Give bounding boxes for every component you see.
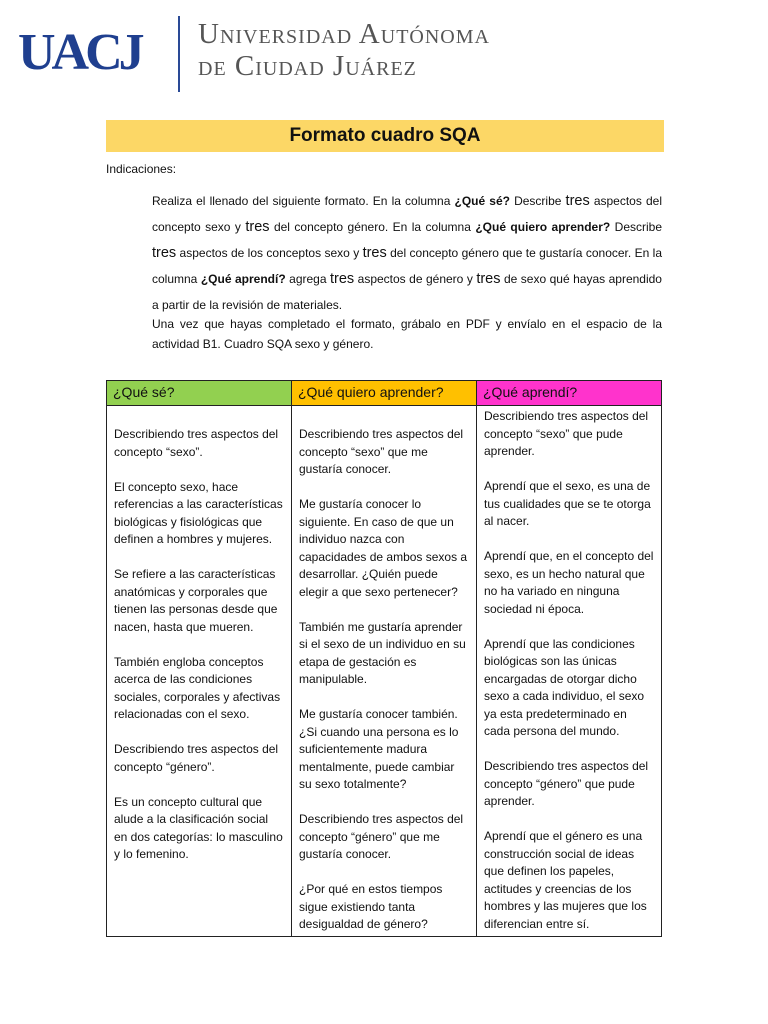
cell-que-aprendi: [477, 406, 662, 937]
que-se-item: Se refiere a las características anatómicas y corporales que tienen las personas desde que nacen, hasta que mueren.: [114, 567, 278, 634]
que-aprendi-item: Aprendí que el sexo, es una de tus cualidades que se te otorga al nacer.: [484, 479, 651, 528]
cell-que-quiero-aprender: [292, 406, 477, 937]
indicaciones-label: Indicaciones:: [106, 162, 177, 176]
que-se-item: El concepto sexo, hace referencias a las características biológicas y fisiológicas que definen a hombres y mujeres.: [114, 479, 283, 546]
header-que-se: ¿Qué sé?: [107, 381, 292, 406]
university-name: [198, 18, 490, 82]
uacj-logo: UACJ: [18, 24, 141, 81]
que-quiero-aprender-item: Describiendo tres aspectos del concepto “género” que me gustaría conocer.: [299, 812, 464, 861]
que-aprendi-item: Aprendí que, en el concepto del sexo, es un hecho natural que no ha variado en ninguna sociedad ni época.: [484, 549, 654, 616]
que-quiero-aprender-item: También me gustaría aprender si el sexo de un individuo en su etapa de gestación es manipulable.: [299, 619, 466, 686]
que-quiero-aprender-item: Me gustaría conocer también. ¿Si cuando una persona es lo suficientemente madura mentalmente, puede cambiar su sexo totalmente?: [299, 707, 459, 791]
que-aprendi-item: Aprendí que el género es una construcción social de ideas que definen los papeles, actitudes y creencias de los hombres y las mujeres que los diferencian entre sí.: [484, 829, 647, 931]
que-se-item: Es un concepto cultural que alude a la clasificación social en dos categorías: lo masculino y lo femenino.: [114, 794, 283, 861]
university-name-line1: Universidad Autónoma: [198, 18, 490, 50]
sqa-header-row: [107, 381, 662, 406]
cell-que-se: [107, 406, 292, 937]
sqa-content-row: [107, 406, 662, 937]
que-se-item: Describiendo tres aspectos del concepto “género”.: [114, 742, 279, 774]
que-aprendi-item: Describiendo tres aspectos del concepto “sexo” que pude aprender.: [484, 409, 649, 458]
que-se-item: Describiendo tres aspectos del concepto “sexo”.: [114, 427, 279, 459]
university-name-line2: de Ciudad Juárez: [198, 50, 417, 82]
que-aprendi-item: Aprendí que las condiciones biológicas son las únicas encargadas de otorgar dicho sexo a cada individuo, el sexo ya esta predeterminado en cada persona del mundo.: [484, 636, 645, 738]
instructions-paragraph-1: Realiza el llenado del siguiente formato. En la columna ¿Qué sé? Describe tres aspectos del concepto sexo y tres del concepto género. En la columna ¿Qué quiero aprender? Describe tres aspectos de los conceptos sexo y tres del concepto género que te gustaría conocer. En la columna ¿Qué aprendí? agrega tres aspectos de género y tres de sexo qué hayas aprendido a partir de la revisión de materiales.: [152, 193, 662, 312]
sqa-table: [106, 380, 662, 937]
que-quiero-aprender-item: ¿Por qué en estos tiempos sigue existiendo tanta desigualdad de género?: [299, 882, 443, 931]
instructions-paragraph-2: Una vez que hayas completado el formato, grábalo en PDF y envíalo en el espacio de la actividad B1. Cuadro SQA sexo y género.: [152, 317, 662, 351]
university-header: [18, 12, 758, 92]
header-que-quiero-aprender: ¿Qué quiero aprender?: [292, 381, 477, 406]
que-quiero-aprender-item: Me gustaría conocer lo siguiente. En caso de que un individuo nazca con capacidades de ambos sexos a desarrollar. ¿Quién puede elegir a que sexo pertenecer?: [299, 497, 468, 599]
que-se-item: También engloba conceptos acerca de las condiciones sociales, corporales y afectivas relacionadas con el sexo.: [114, 654, 281, 721]
que-aprendi-item: Describiendo tres aspectos del concepto “género” que pude aprender.: [484, 759, 649, 808]
document-title: Formato cuadro SQA: [106, 120, 664, 152]
header-que-aprendi: ¿Qué aprendí?: [477, 381, 662, 406]
que-quiero-aprender-item: Describiendo tres aspectos del concepto “sexo” que me gustaría conocer.: [299, 427, 464, 476]
instructions: [152, 188, 662, 354]
logo-divider: [178, 16, 180, 92]
